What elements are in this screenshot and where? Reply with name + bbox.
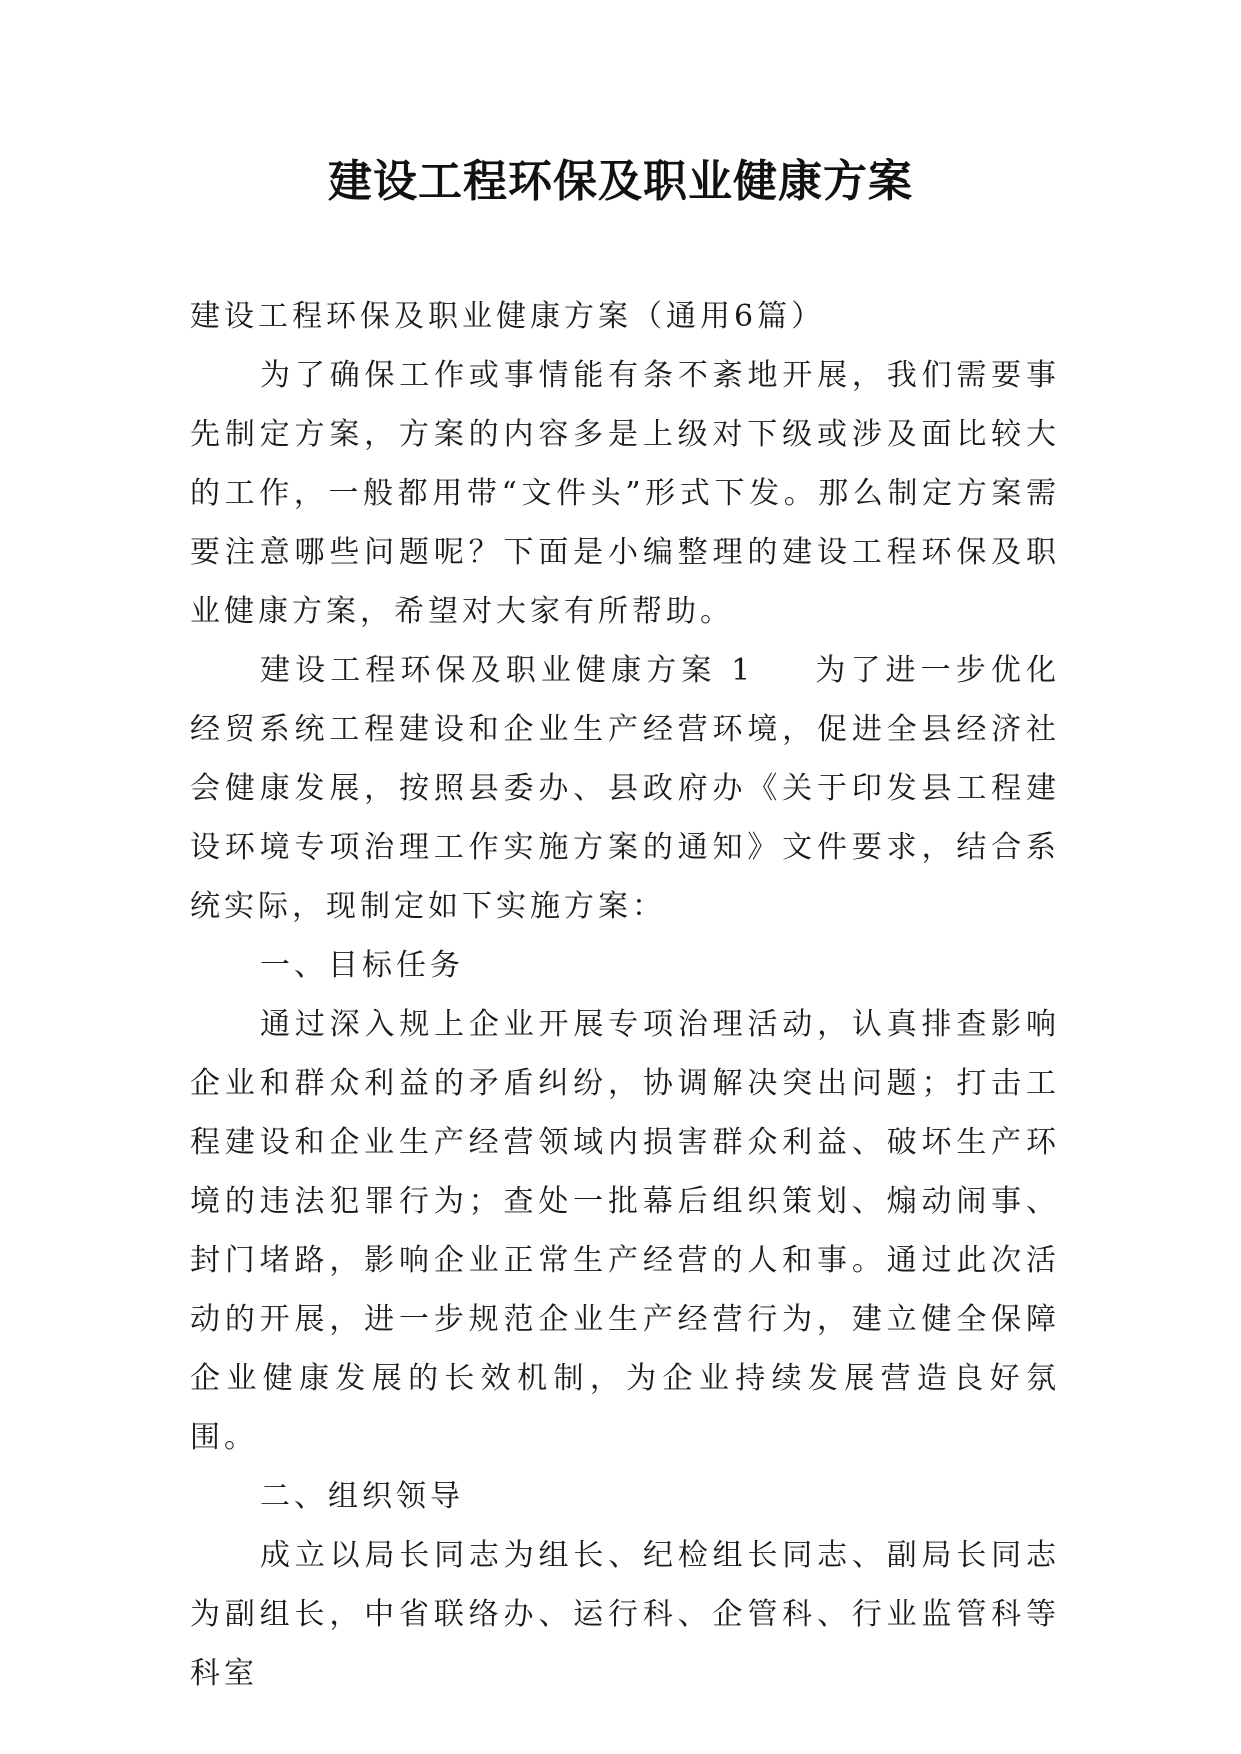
intro-paragraph: 为了确保工作或事情能有条不紊地开展，我们需要事先制定方案，方案的内容多是上级对下级或涉及面比较大的工作，一般都用带“文件头”形式下发。那么制定方案需要注意哪些问题呢？下面是小编整理的建设工程环保及职业健康方案，希望对大家有所帮助。: [190, 358, 1060, 629]
document-body: [190, 287, 1060, 1703]
goals-paragraph: 通过深入规上企业开展专项治理活动，认真排查影响企业和群众利益的矛盾纠纷，协调解决突出问题；打击工程建设和企业生产经营领域内损害群众利益、破坏生产环境的违法犯罪行为；查处一批幕后组织策划、煽动闹事、封门堵路，影响企业正常生产经营的人和事。通过此次活动的开展，进一步规范企业生产经营行为，建立健全保障企业健康发展的长效机制，为企业持续发展营造良好氛围。: [190, 1007, 1060, 1455]
document-title: 建设工程环保及职业健康方案: [328, 156, 913, 207]
document-subtitle: 建设工程环保及职业健康方案（通用6篇）: [190, 299, 826, 334]
organization-heading: 二、组织领导: [260, 1479, 464, 1514]
section-1-intro: 为了进一步优化经贸系统工程建设和企业生产经营环境，促进全县经济社会健康发展，按照县委办、县政府办《关于印发县工程建设环境专项治理工作实施方案的通知》文件要求，结合系统实际，现制定如下实施方案：: [190, 653, 1061, 924]
section-1-heading: 建设工程环保及职业健康方案 1: [260, 653, 755, 688]
section-1-paragraph: [190, 641, 1060, 936]
goals-heading: 一、目标任务: [260, 948, 464, 983]
organization-paragraph: 成立以局长同志为组长、纪检组长同志、副局长同志为副组长，中省联络办、运行科、企管科、行业监管科等科室: [190, 1538, 1060, 1691]
